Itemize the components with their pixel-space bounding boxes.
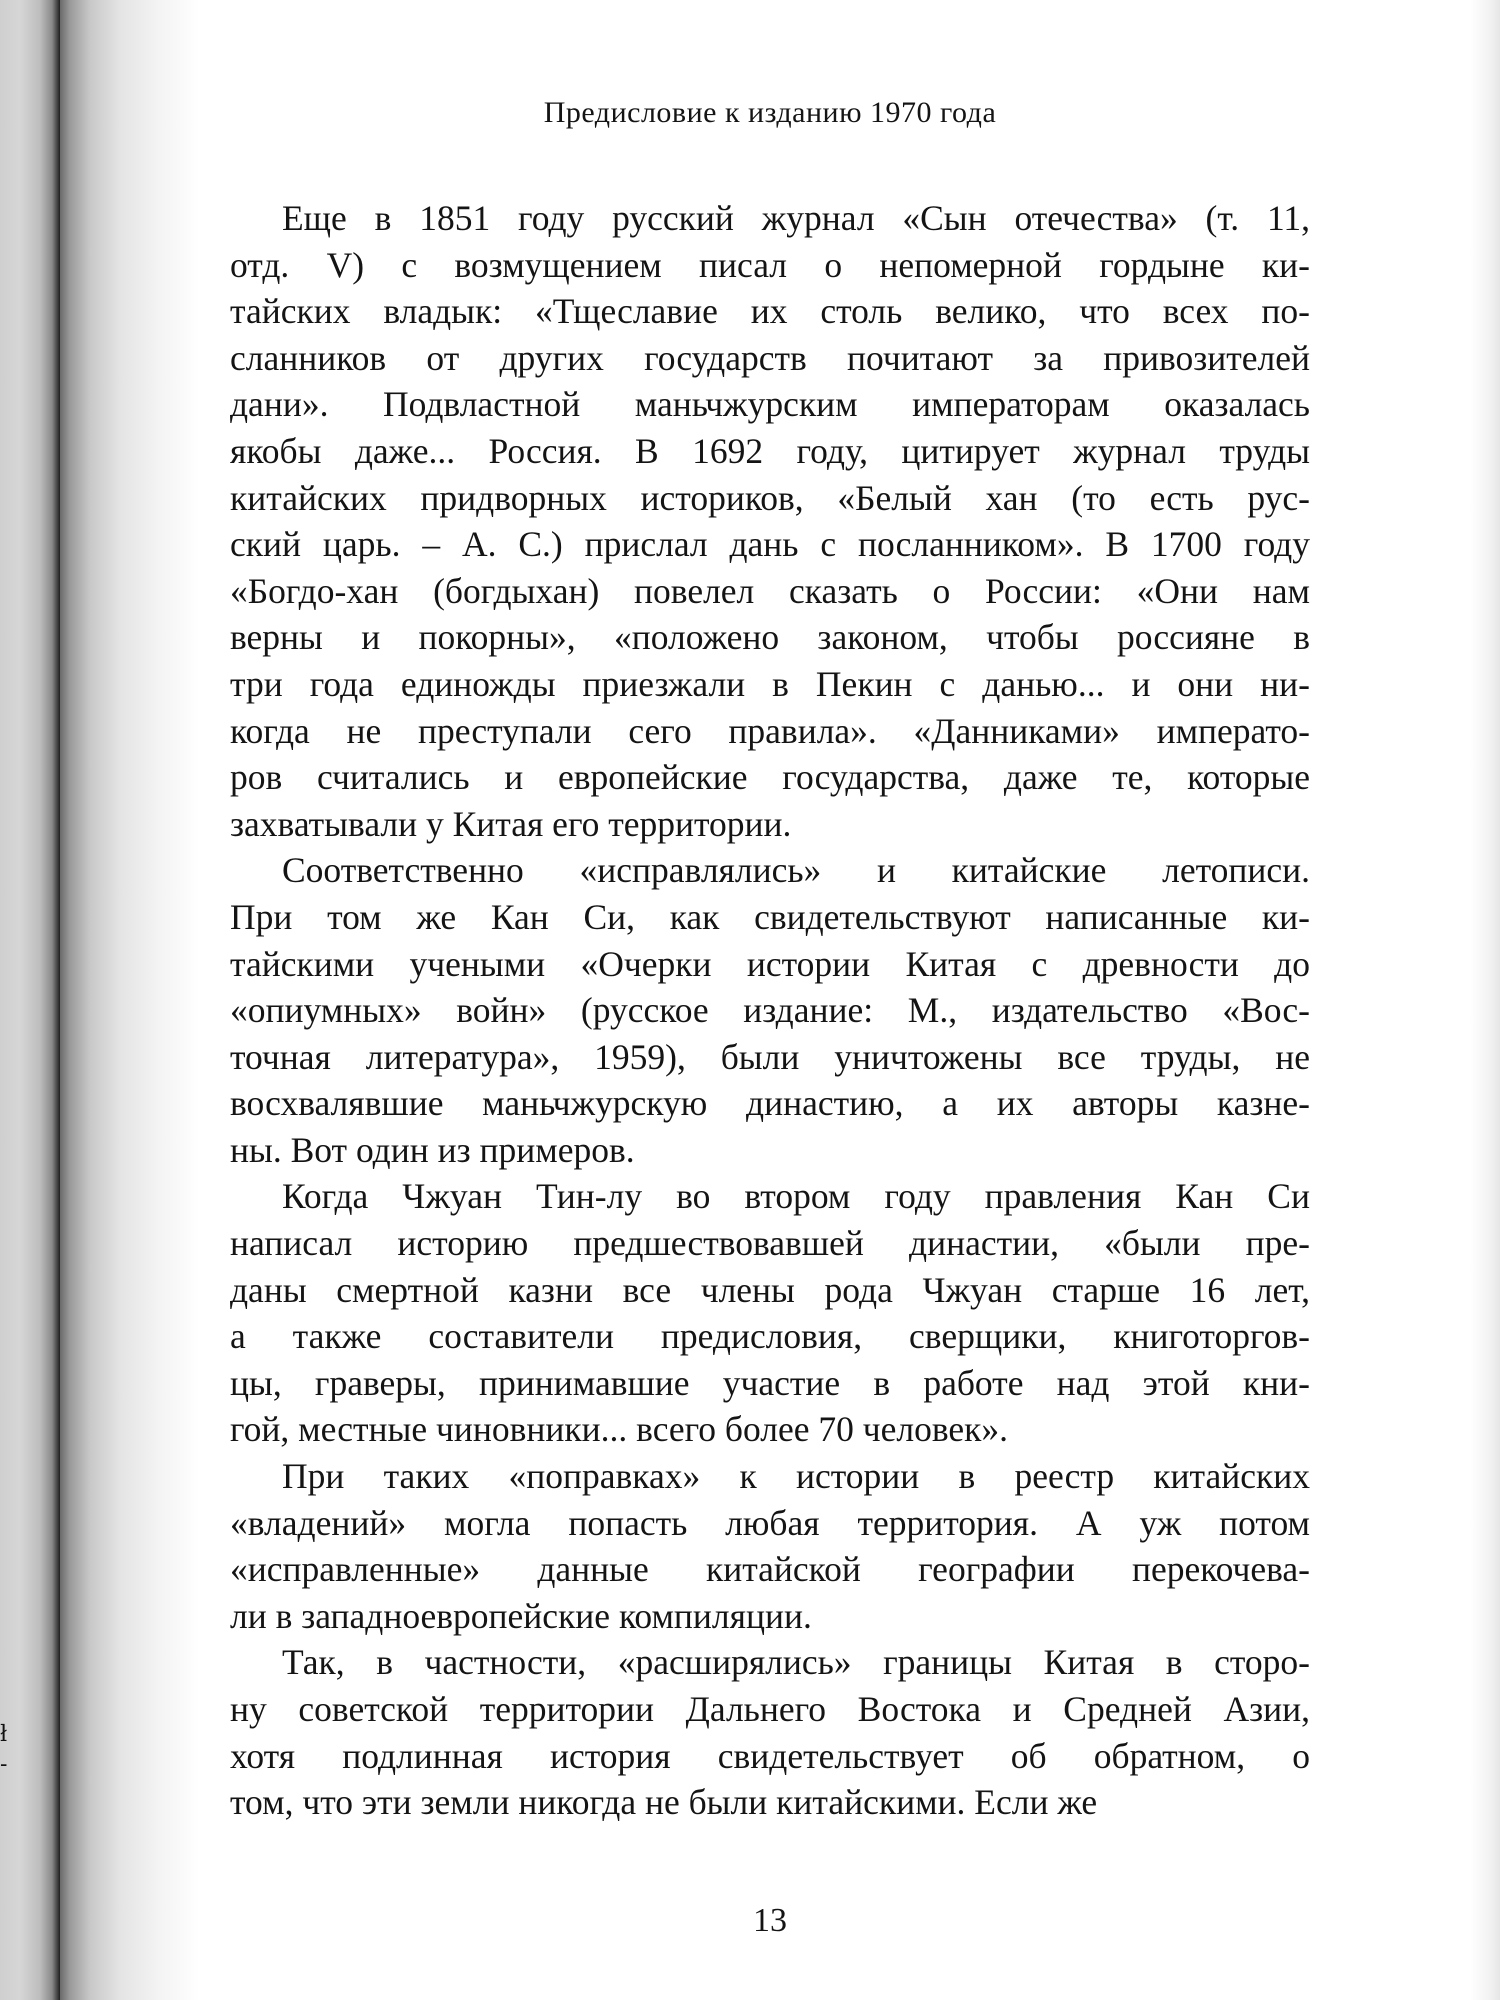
paragraph xyxy=(230,195,1310,847)
text-line: ны. Вот один из примеров. xyxy=(230,1129,635,1170)
text-line: три года единожды приезжали в Пекин с данью... и они ни- xyxy=(230,663,1310,704)
text-line: ну советской территории Дальнего Востока и Средней Азии, xyxy=(230,1689,1310,1729)
text-line: верны и покорны», «положено законом, чтобы россияне в xyxy=(230,617,1310,658)
text-line: Так, в частности, «расширялись» границы Китая в сторо- xyxy=(282,1642,1310,1683)
text-line: «владений» могла попасть любая территория. А уж потом xyxy=(230,1502,1310,1543)
text-line: «опиумных» войн» (русское издание: М., издательство «Вос- xyxy=(230,990,1310,1031)
page-body xyxy=(230,195,1310,1826)
facing-page-edge xyxy=(0,0,60,2000)
text-line: хотя подлинная история свидетельствует об обратном, о xyxy=(230,1735,1310,1776)
running-head: Предисловие к изданию 1970 года xyxy=(543,96,997,129)
paragraph xyxy=(230,1173,1310,1453)
text-line: а также составители предисловия, сверщики, книготоргов- xyxy=(230,1316,1310,1357)
paragraph xyxy=(230,1639,1310,1825)
text-line: гой, местные чиновники... всего более 70 человек». xyxy=(230,1409,1009,1450)
margin-marks: ł - xyxy=(0,1722,8,1777)
text-line: отд. V) с возмущением писал о непомерной гордыне ки- xyxy=(230,244,1310,285)
text-line: «исправленные» данные китайской географии перекочева- xyxy=(230,1549,1310,1590)
text-line: захватывали у Китая его территории. xyxy=(230,803,792,844)
text-line: цы, граверы, принимавшие участие в работе над этой кни- xyxy=(230,1362,1310,1403)
text-line: При таких «поправках» к истории в реестр китайских xyxy=(282,1456,1310,1497)
book-gutter-shadow xyxy=(60,0,200,2000)
text-line: сланников от других государств почитают за привозителей xyxy=(230,337,1310,378)
text-line: Соответственно «исправлялись» и китайские летописи. xyxy=(282,850,1310,891)
text-line: написал историю предшествовавшей династии, «были пре- xyxy=(230,1223,1310,1264)
text-line: когда не преступали сего правила». «Данниками» императо- xyxy=(230,710,1310,751)
text-line: якобы даже... Россия. В 1692 году, цитирует журнал труды xyxy=(230,430,1310,471)
text-line: восхвалявшие маньчжурскую династию, а их авторы казне- xyxy=(230,1083,1310,1124)
text-line: ров считались и европейские государства, даже те, которые xyxy=(230,757,1310,798)
text-line: ский царь. – А. С.) прислал дань с посланником». В 1700 году xyxy=(230,524,1310,565)
text-line: тайских владык: «Тщеславие их столь велико, что всех по- xyxy=(230,291,1310,332)
page-right-edge xyxy=(1470,0,1500,2000)
text-line: даны смертной казни все члены рода Чжуан старше 16 лет, xyxy=(230,1269,1310,1310)
text-line: При том же Кан Си, как свидетельствуют написанные ки- xyxy=(230,896,1310,937)
text-line: дани». Подвластной маньчжурским императорам оказалась xyxy=(230,384,1310,425)
page-number: 13 xyxy=(753,1902,787,1939)
text-line: тайскими учеными «Очерки истории Китая с древности до xyxy=(230,943,1310,984)
text-line: Когда Чжуан Тин-лу во втором году правления Кан Си xyxy=(282,1176,1310,1217)
text-line: ли в западноевропейские компиляции. xyxy=(230,1595,812,1636)
text-page xyxy=(230,0,1310,2000)
text-line: Еще в 1851 году русский журнал «Сын отечества» (т. 11, xyxy=(282,198,1310,238)
text-line: точная литература», 1959), были уничтожены все труды, не xyxy=(230,1036,1310,1077)
text-line: «Богдо-хан (богдыхан) повелел сказать о России: «Они нам xyxy=(230,570,1310,611)
paragraph xyxy=(230,847,1310,1173)
text-line: том, что эти земли никогда не были китайскими. Если же xyxy=(230,1782,1098,1823)
text-line: китайских придворных историков, «Белый хан (то есть рус- xyxy=(230,477,1310,518)
paragraph xyxy=(230,1453,1310,1639)
